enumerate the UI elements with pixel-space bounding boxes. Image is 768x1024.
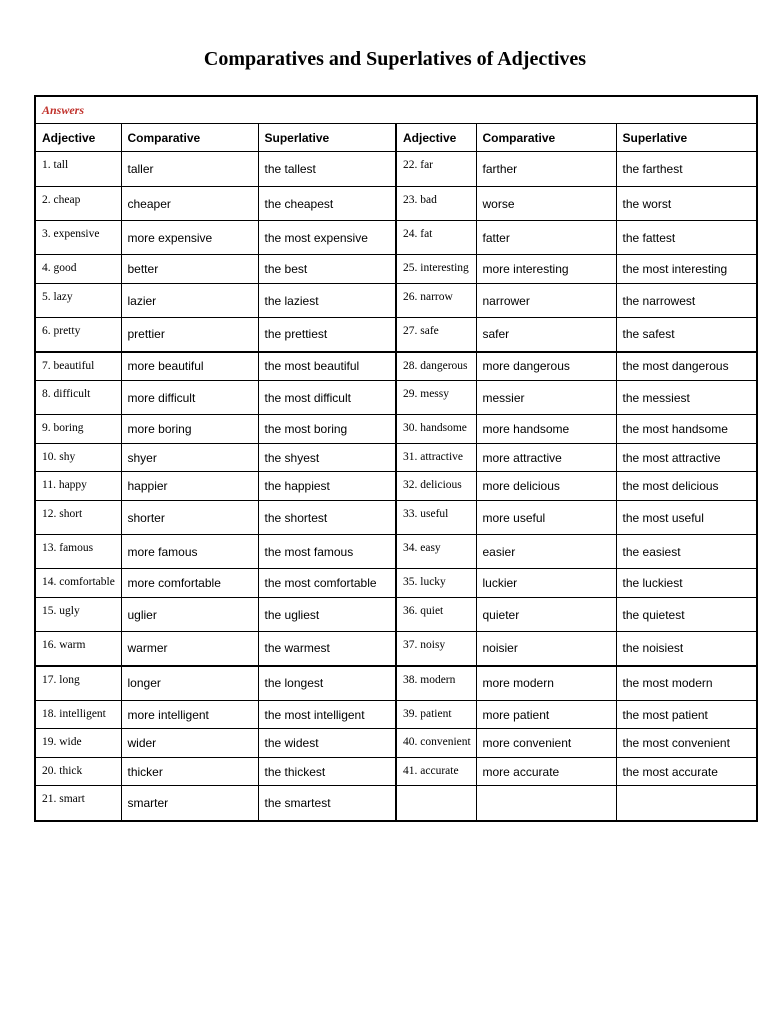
adjective-cell: 19. wide [35,729,121,758]
comparative-cell: worse [476,187,616,221]
comparative-cell: more delicious [476,472,616,501]
comparative-cell: more boring [121,415,258,444]
comparative-cell: lazier [121,284,258,318]
table-row [35,598,757,632]
superlative-cell: the shortest [258,501,396,535]
superlative-cell: the most dangerous [616,352,757,381]
adjective-cell: 23. bad [396,187,476,221]
adjective-cell: 7. beautiful [35,352,121,381]
comparative-cell: more difficult [121,381,258,415]
table-row [35,472,757,501]
comparative-cell: easier [476,535,616,569]
adjective-cell: 24. fat [396,221,476,255]
superlative-cell: the best [258,255,396,284]
comparative-cell: more modern [476,666,616,701]
superlative-cell: the prettiest [258,318,396,352]
table-row [35,729,757,758]
adjective-cell: 11. happy [35,472,121,501]
adjective-cell: 18. intelligent [35,701,121,729]
adjective-cell: 15. ugly [35,598,121,632]
superlative-cell: the happiest [258,472,396,501]
superlative-cell: the most convenient [616,729,757,758]
table-row [35,501,757,535]
comparative-cell: more useful [476,501,616,535]
comparative-cell: more dangerous [476,352,616,381]
comparative-cell: more comfortable [121,569,258,598]
superlative-cell: the safest [616,318,757,352]
adjective-cell: 29. messy [396,381,476,415]
comparative-cell: noisier [476,632,616,666]
table-row [35,284,757,318]
adjective-cell: 33. useful [396,501,476,535]
comparative-cell: prettier [121,318,258,352]
superlative-cell: the luckiest [616,569,757,598]
superlative-cell: the widest [258,729,396,758]
comparative-cell: better [121,255,258,284]
adjective-cell: 9. boring [35,415,121,444]
header-superlative-right: Superlative [616,124,757,152]
comparative-cell: thicker [121,758,258,786]
table-row [35,415,757,444]
adjective-cell: 32. delicious [396,472,476,501]
adjective-cell: 2. cheap [35,187,121,221]
comparative-cell: fatter [476,221,616,255]
comparative-cell: narrower [476,284,616,318]
adjective-cell: 22. far [396,152,476,187]
adjective-cell: 28. dangerous [396,352,476,381]
table-row [35,221,757,255]
superlative-cell: the most useful [616,501,757,535]
answers-table [34,95,758,822]
superlative-cell: the most famous [258,535,396,569]
superlative-cell: the most modern [616,666,757,701]
adjective-cell: 34. easy [396,535,476,569]
adjective-cell: 16. warm [35,632,121,666]
comparative-cell: happier [121,472,258,501]
answers-label: Answers [35,96,757,124]
comparative-cell: safer [476,318,616,352]
table-row [35,187,757,221]
comparative-cell: uglier [121,598,258,632]
superlative-cell: the messiest [616,381,757,415]
table-row [35,535,757,569]
adjective-cell: 4. good [35,255,121,284]
superlative-cell: the most expensive [258,221,396,255]
adjective-cell: 40. convenient [396,729,476,758]
comparative-cell: more handsome [476,415,616,444]
adjective-cell: 3. expensive [35,221,121,255]
adjective-cell: 27. safe [396,318,476,352]
adjective-cell: 8. difficult [35,381,121,415]
superlative-cell: the tallest [258,152,396,187]
answers-row [35,96,757,124]
comparative-cell: more convenient [476,729,616,758]
comparative-cell: shyer [121,444,258,472]
adjective-cell: 35. lucky [396,569,476,598]
superlative-cell: the shyest [258,444,396,472]
table-row [35,444,757,472]
superlative-cell: the quietest [616,598,757,632]
adjective-cell: 14. comfortable [35,569,121,598]
superlative-cell: the most boring [258,415,396,444]
adjective-cell: 36. quiet [396,598,476,632]
superlative-cell [616,786,757,821]
table-row [35,381,757,415]
comparative-cell: more patient [476,701,616,729]
comparative-cell: more attractive [476,444,616,472]
superlative-cell: the cheapest [258,187,396,221]
superlative-cell: the fattest [616,221,757,255]
table-row [35,758,757,786]
superlative-cell: the longest [258,666,396,701]
adjective-cell: 38. modern [396,666,476,701]
comparative-cell: warmer [121,632,258,666]
superlative-cell: the most patient [616,701,757,729]
table-row [35,318,757,352]
header-comparative-right: Comparative [476,124,616,152]
table-row [35,152,757,187]
adjective-cell: 5. lazy [35,284,121,318]
superlative-cell: the most accurate [616,758,757,786]
superlative-cell: the most delicious [616,472,757,501]
comparative-cell: taller [121,152,258,187]
superlative-cell: the most attractive [616,444,757,472]
adjective-cell: 12. short [35,501,121,535]
header-row [35,124,757,152]
comparative-cell: more interesting [476,255,616,284]
table-row [35,701,757,729]
adjective-cell: 20. thick [35,758,121,786]
comparative-cell: more beautiful [121,352,258,381]
superlative-cell: the most beautiful [258,352,396,381]
comparative-cell: more intelligent [121,701,258,729]
superlative-cell: the narrowest [616,284,757,318]
comparative-cell: cheaper [121,187,258,221]
superlative-cell: the noisiest [616,632,757,666]
superlative-cell: the smartest [258,786,396,821]
comparative-cell: messier [476,381,616,415]
adjective-cell: 17. long [35,666,121,701]
header-adjective-right: Adjective [396,124,476,152]
comparative-cell: smarter [121,786,258,821]
page-title: Comparatives and Superlatives of Adjectives [203,48,587,70]
comparative-cell: longer [121,666,258,701]
adjective-cell: 10. shy [35,444,121,472]
superlative-cell: the farthest [616,152,757,187]
superlative-cell: the laziest [258,284,396,318]
comparative-cell: quieter [476,598,616,632]
superlative-cell: the warmest [258,632,396,666]
table-row [35,352,757,381]
header-superlative-left: Superlative [258,124,396,152]
superlative-cell: the most interesting [616,255,757,284]
table-row [35,632,757,666]
adjective-cell: 26. narrow [396,284,476,318]
superlative-cell: the worst [616,187,757,221]
header-comparative-left: Comparative [121,124,258,152]
superlative-cell: the thickest [258,758,396,786]
adjective-cell: 1. tall [35,152,121,187]
adjective-cell: 39. patient [396,701,476,729]
comparative-cell: more expensive [121,221,258,255]
comparative-cell: more famous [121,535,258,569]
superlative-cell: the most handsome [616,415,757,444]
table-row [35,569,757,598]
superlative-cell: the easiest [616,535,757,569]
adjective-cell: 25. interesting [396,255,476,284]
adjective-cell: 37. noisy [396,632,476,666]
adjective-cell: 30. handsome [396,415,476,444]
adjective-cell: 21. smart [35,786,121,821]
comparative-cell [476,786,616,821]
comparative-cell: wider [121,729,258,758]
superlative-cell: the most comfortable [258,569,396,598]
adjective-cell: 6. pretty [35,318,121,352]
comparative-cell: farther [476,152,616,187]
superlative-cell: the ugliest [258,598,396,632]
comparative-cell: luckier [476,569,616,598]
adjective-cell [396,786,476,821]
adjective-cell: 41. accurate [396,758,476,786]
table-row [35,786,757,821]
table-row [35,666,757,701]
header-adjective-left: Adjective [35,124,121,152]
table-row [35,255,757,284]
comparative-cell: more accurate [476,758,616,786]
superlative-cell: the most difficult [258,381,396,415]
adjective-cell: 31. attractive [396,444,476,472]
superlative-cell: the most intelligent [258,701,396,729]
comparative-cell: shorter [121,501,258,535]
adjective-cell: 13. famous [35,535,121,569]
